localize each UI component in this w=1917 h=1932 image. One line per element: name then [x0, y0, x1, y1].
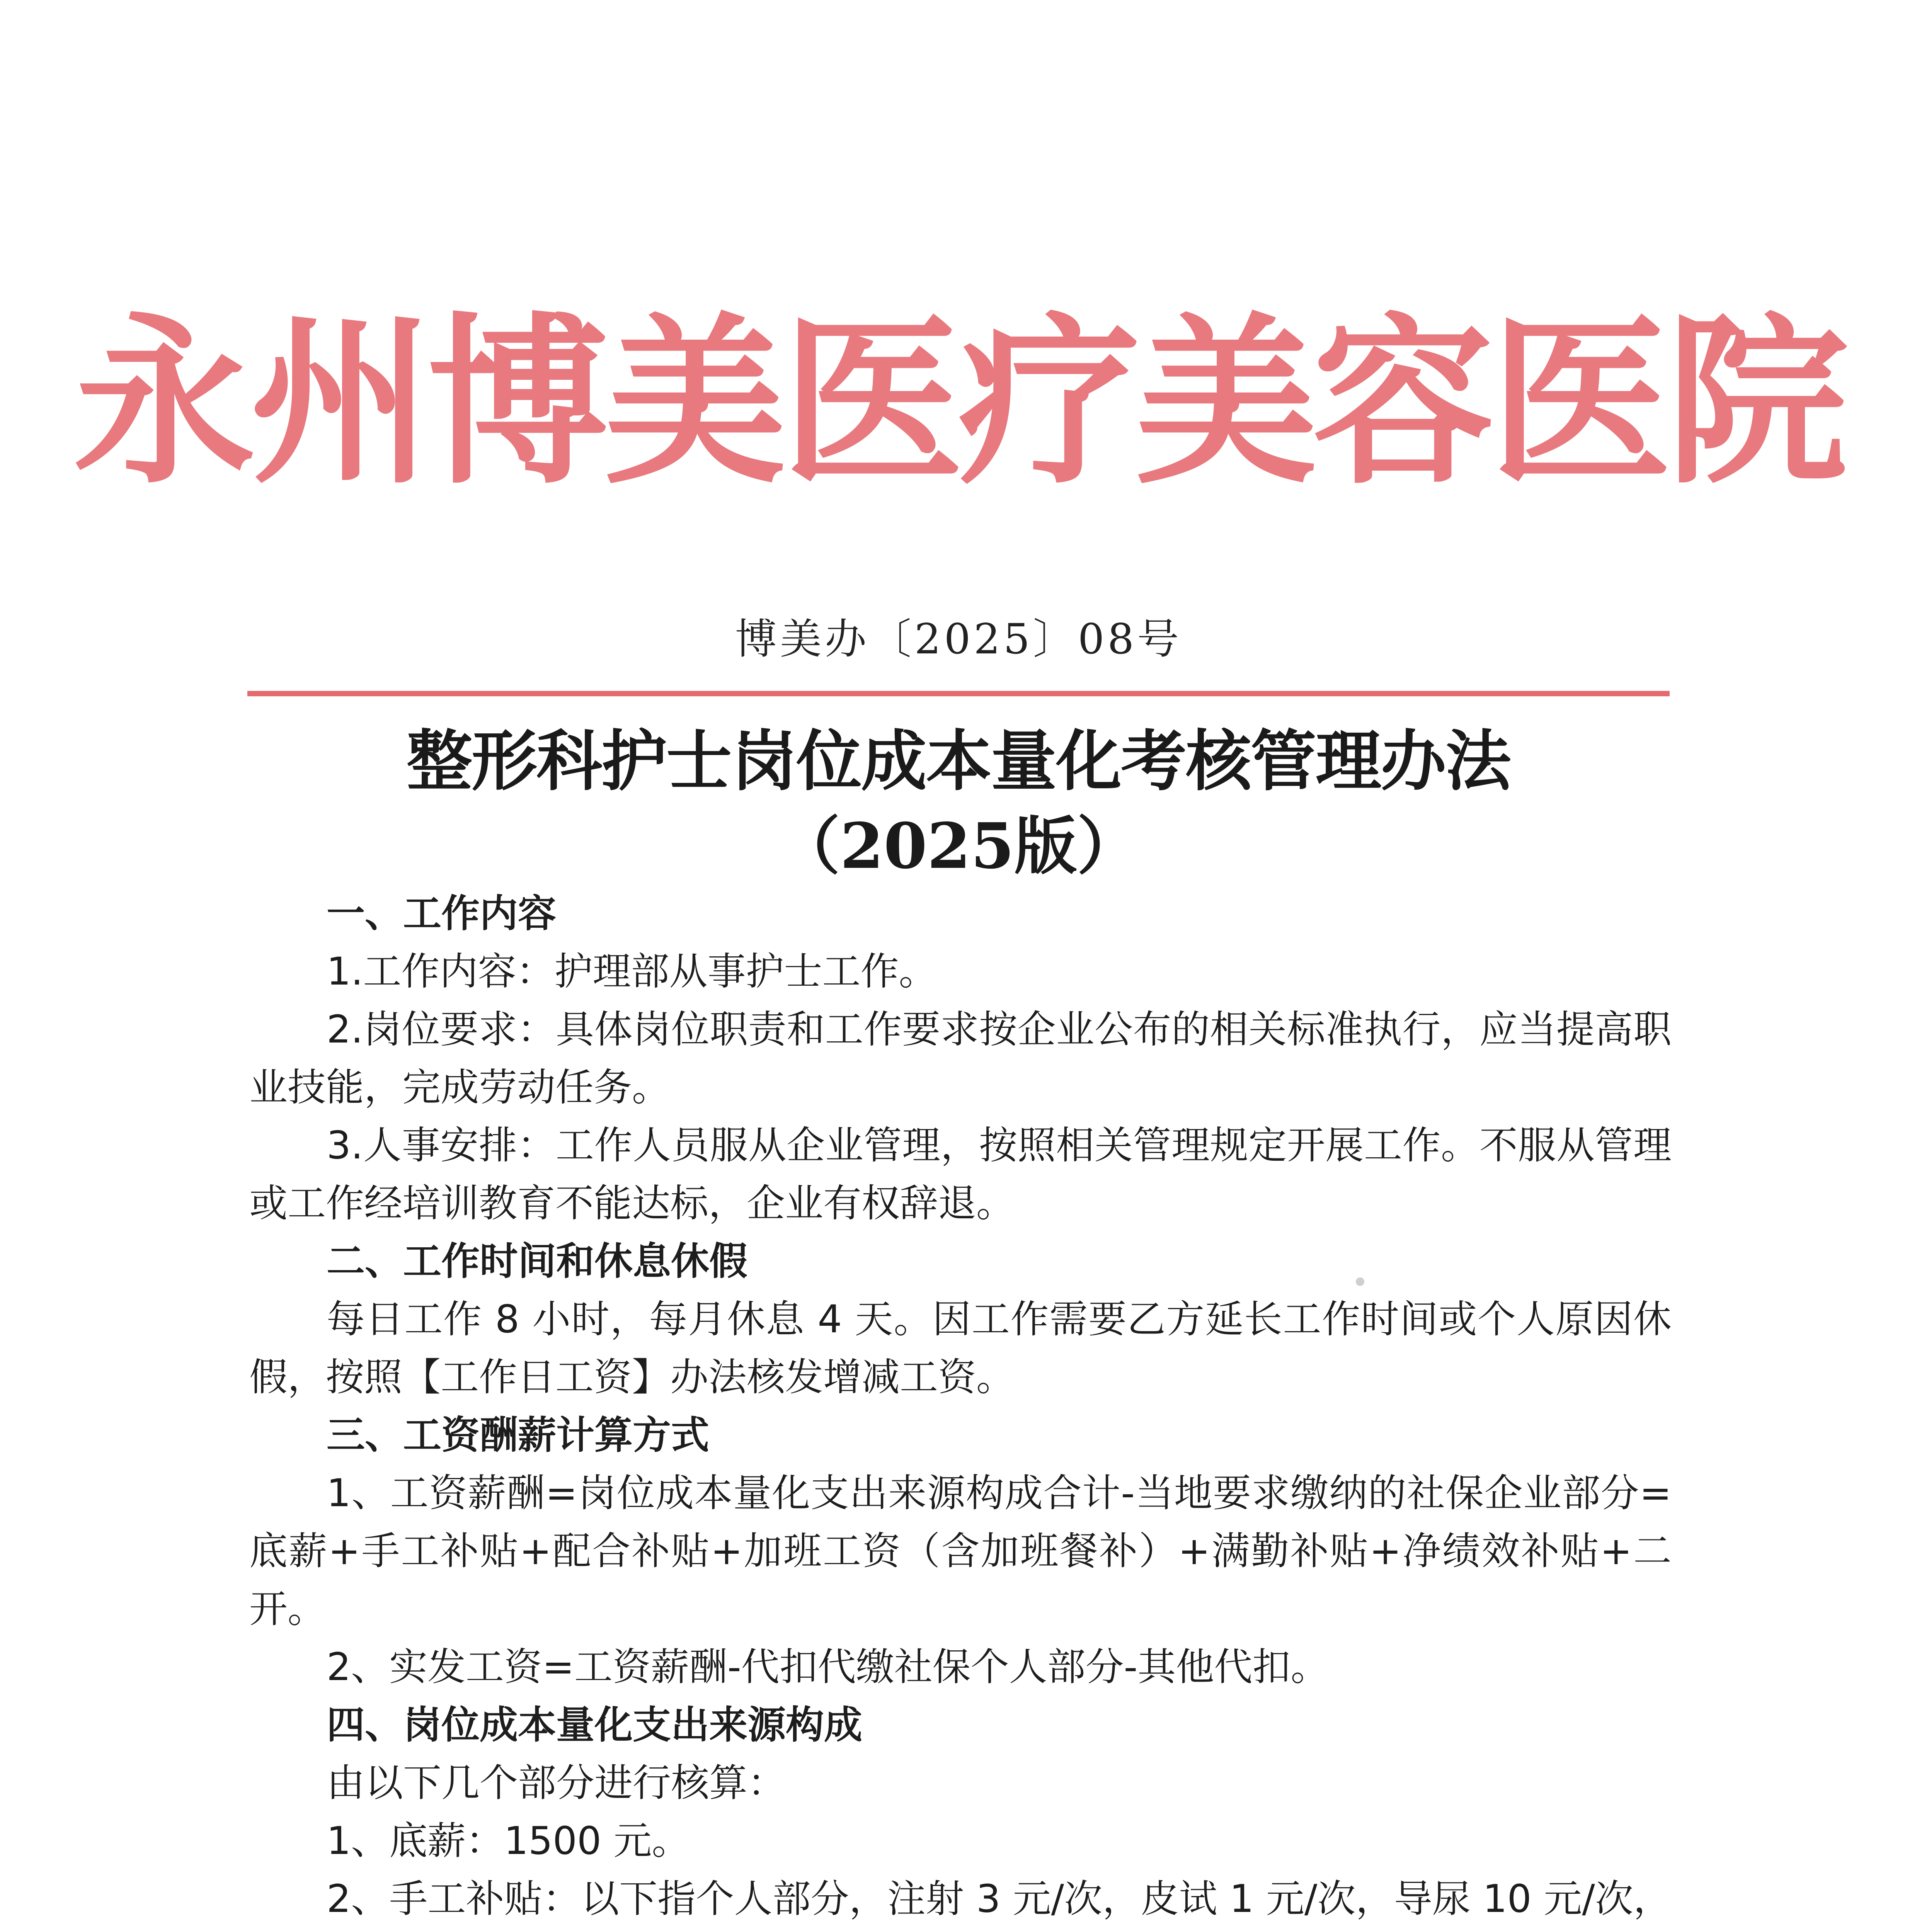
document-number: 博美办〔2025〕08号	[735, 615, 1182, 663]
paragraph: 2、实发工资=工资薪酬-代扣代缴社保个人部分-其他代扣。	[327, 1645, 1329, 1689]
section-heading: 一、工作内容	[327, 891, 556, 936]
paragraph: 2、手工补贴：以下指个人部分，注射 3 元/次，皮试 1 元/次，导尿 10 元/次，	[327, 1877, 1672, 1921]
document-body	[249, 885, 1672, 1932]
section-heading: 四、岗位成本量化支出来源构成	[327, 1703, 862, 1747]
document-title: 整形科护士岗位成本量化考核管理办法	[406, 723, 1510, 800]
paragraph: 3.人事安排：工作人员服从企业管理，按照相关管理规定开展工作。不服从管理或工作经培训教育不能达标，企业有权辞退。	[249, 1123, 1672, 1226]
document-subtitle: （2025版）	[777, 810, 1140, 883]
paragraph: 每日工作 8 小时，每月休息 4 天。因工作需要乙方延长工作时间或个人原因休假，按照【工作日工资】办法核发增减工资。	[249, 1297, 1672, 1400]
scan-speck	[1356, 1277, 1364, 1286]
red-divider-line	[247, 691, 1670, 696]
section-heading: 二、工作时间和休息休假	[327, 1239, 747, 1284]
paragraph: 1、工资薪酬=岗位成本量化支出来源构成合计-当地要求缴纳的社保企业部分=底薪+手工补贴+配合补贴+加班工资（含加班餐补）+满勤补贴+净绩效补贴+二开。	[249, 1471, 1672, 1631]
paragraph: 1、底薪：1500 元。	[327, 1819, 690, 1863]
hospital-masthead: 永州博美医疗美容医院	[73, 295, 1844, 509]
paragraph: 1.工作内容：护理部从事护士工作。	[327, 949, 937, 994]
paragraph: 2.岗位要求：具体岗位职责和工作要求按企业公布的相关标准执行，应当提高职业技能，完成劳动任务。	[249, 1007, 1672, 1110]
section-heading: 三、工资酬薪计算方式	[327, 1413, 709, 1458]
paragraph: 由以下几个部分进行核算：	[327, 1761, 786, 1805]
